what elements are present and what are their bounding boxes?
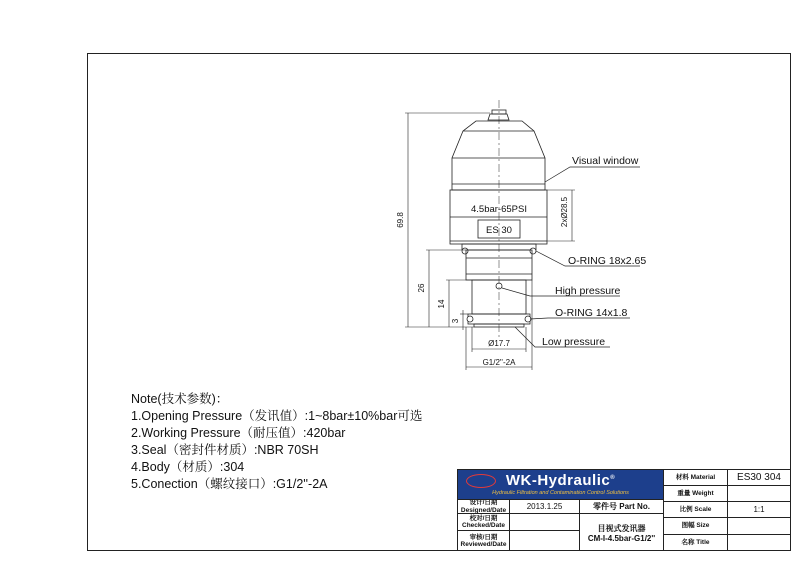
callout-visual-window: Visual window <box>572 155 639 167</box>
part-number: CM-I-4.5bar-G1/2'' <box>587 533 656 543</box>
designed-label: 设计/日期 Designed/Date <box>458 500 510 514</box>
dim-hex-size: 2xØ28.5 <box>560 196 569 228</box>
part-no-label: 零件号 Part No. <box>580 500 664 514</box>
note-item: 1.Opening Pressure（发讯值）:1~8bar±10%bar可选 <box>131 409 423 423</box>
note-item: 5.Conection（螺纹接口）:G1/2''-2A <box>131 477 328 491</box>
company-logo-banner <box>458 470 664 500</box>
title-label: 名称 Title <box>664 535 728 551</box>
dim-thread-spec: G1/2''-2A <box>482 358 516 367</box>
scale-value: 1:1 <box>728 502 790 518</box>
dim-thread-length: 26 <box>417 283 426 293</box>
o-ring-section <box>530 248 536 254</box>
weight-value <box>728 486 790 502</box>
callout-o-ring-18: O-RING 18x2.65 <box>568 255 647 267</box>
material-value: ES30 304 <box>728 470 790 486</box>
o-ring-section <box>467 316 473 322</box>
note-item: 2.Working Pressure（耐压值）:420bar <box>131 426 346 440</box>
company-name: WK-Hydraulic® <box>505 472 616 489</box>
material-label: 材料 Material <box>664 470 728 486</box>
callout-low-pressure: Low pressure <box>542 336 606 348</box>
designed-date: 2013.1.25 <box>510 500 580 514</box>
checked-label: 校对/日期 Checked/Date <box>458 514 510 531</box>
callout-high-pressure: High pressure <box>555 285 621 297</box>
title-block <box>457 469 791 551</box>
callout-o-ring-14: O-RING 14x1.8 <box>555 307 628 319</box>
dim-overall-height: 69.8 <box>396 212 405 228</box>
size-value <box>728 518 790 535</box>
wk-logo-icon <box>466 474 496 488</box>
leader-visual-window <box>545 167 640 182</box>
reviewed-label: 审核/日期 Reviewed/Date <box>458 531 510 551</box>
body-model-mark: ES 30 <box>486 225 512 236</box>
part-name: 目视式发讯器 <box>597 523 646 533</box>
dim-groove: 3 <box>451 318 460 324</box>
notes-block <box>131 391 422 493</box>
o-ring-section <box>462 248 468 254</box>
title-value <box>728 535 790 551</box>
checked-date <box>510 514 580 531</box>
reviewed-date <box>510 531 580 551</box>
note-item: 3.Seal（密封件材质）:NBR 70SH <box>131 443 319 457</box>
company-tagline: Hydraulic Filtration and Contamination Control Solutions <box>492 490 629 496</box>
notes-title: Note(技术参数)： <box>131 392 229 406</box>
weight-label: 重量 Weight <box>664 486 728 502</box>
dim-lower-diameter: Ø17.7 <box>488 339 510 348</box>
scale-label: 比例 Scale <box>664 502 728 518</box>
part-no-cell <box>580 514 664 551</box>
body-pressure-mark: 4.5bar-65PSI <box>471 204 527 215</box>
size-label: 图幅 Size <box>664 518 728 535</box>
cap-top <box>488 114 509 120</box>
note-item: 4.Body（材质）:304 <box>131 460 245 474</box>
dim-lower-length: 14 <box>437 299 446 309</box>
